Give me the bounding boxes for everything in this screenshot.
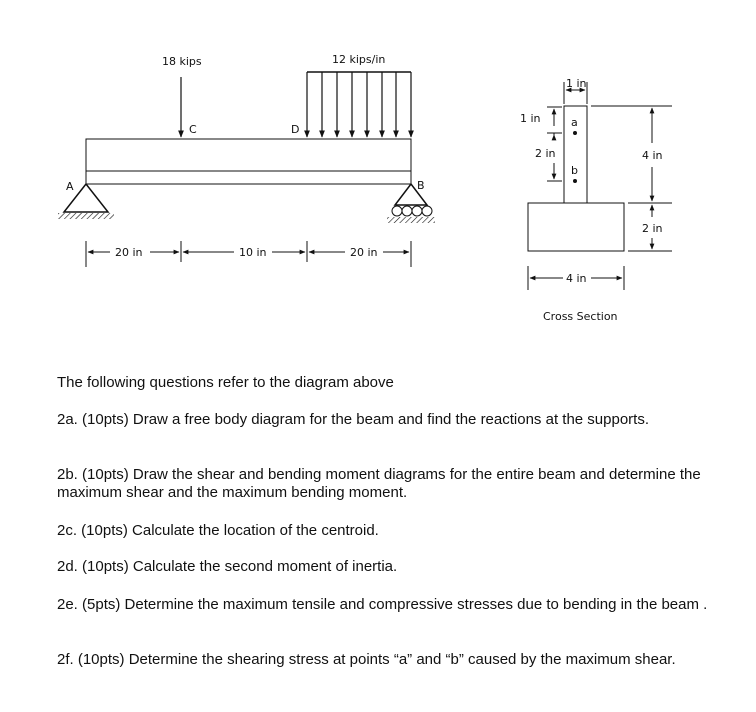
question-2c: 2c. (10pts) Calculate the location of the centroid. — [57, 522, 379, 539]
question-2d: 2d. (10pts) Calculate the second moment of inertia. — [57, 558, 398, 575]
roller-support-b — [387, 184, 435, 223]
question-2f: 2f. (10pts) Determine the shearing stress at points “a” and “b” caused by the maximum shear. — [57, 651, 676, 668]
question-2e: 2e. (5pts) Determine the maximum tensile and compressive stresses due to bending in the beam . — [57, 596, 708, 613]
cs-point-a-label: a — [571, 116, 578, 129]
question-2a: 2a. (10pts) Draw a free body diagram for the beam and find the reactions at the supports. — [57, 411, 649, 428]
cs-point-b-dot — [573, 179, 577, 183]
question-2b: 2b. (10pts) Draw the shear and bending moment diagrams for the entire beam and determine the maximum shear and the maximum bending moment. — [57, 466, 701, 501]
beam — [86, 139, 411, 184]
cs-top-width-label: 1 in — [566, 77, 587, 90]
cs-b-dist-label: 2 in — [535, 147, 556, 160]
cs-a-dist-label: 1 in — [520, 112, 541, 125]
span-3-label: 20 in — [350, 246, 378, 259]
distributed-load-label: 12 kips/in — [332, 53, 386, 66]
intro-text: The following questions refer to the diagram above — [57, 374, 394, 391]
span-1-label: 20 in — [115, 246, 143, 259]
span-2-label: 10 in — [239, 246, 267, 259]
cs-flange — [528, 203, 624, 251]
cs-dimensions — [528, 82, 672, 290]
point-a-label: A — [66, 180, 74, 193]
cs-point-b-label: b — [571, 164, 578, 177]
point-b-label: B — [417, 179, 425, 192]
distributed-load — [307, 72, 411, 137]
cs-point-a-dot — [573, 131, 577, 135]
point-c-label: C — [189, 123, 197, 136]
cs-web-height-label: 4 in — [642, 149, 663, 162]
point-load-label: 18 kips — [162, 55, 202, 68]
point-d-label: D — [291, 123, 300, 136]
cs-flange-height-label: 2 in — [642, 222, 663, 235]
cs-flange-width-label: 4 in — [566, 272, 587, 285]
cs-caption: Cross Section — [543, 310, 618, 323]
